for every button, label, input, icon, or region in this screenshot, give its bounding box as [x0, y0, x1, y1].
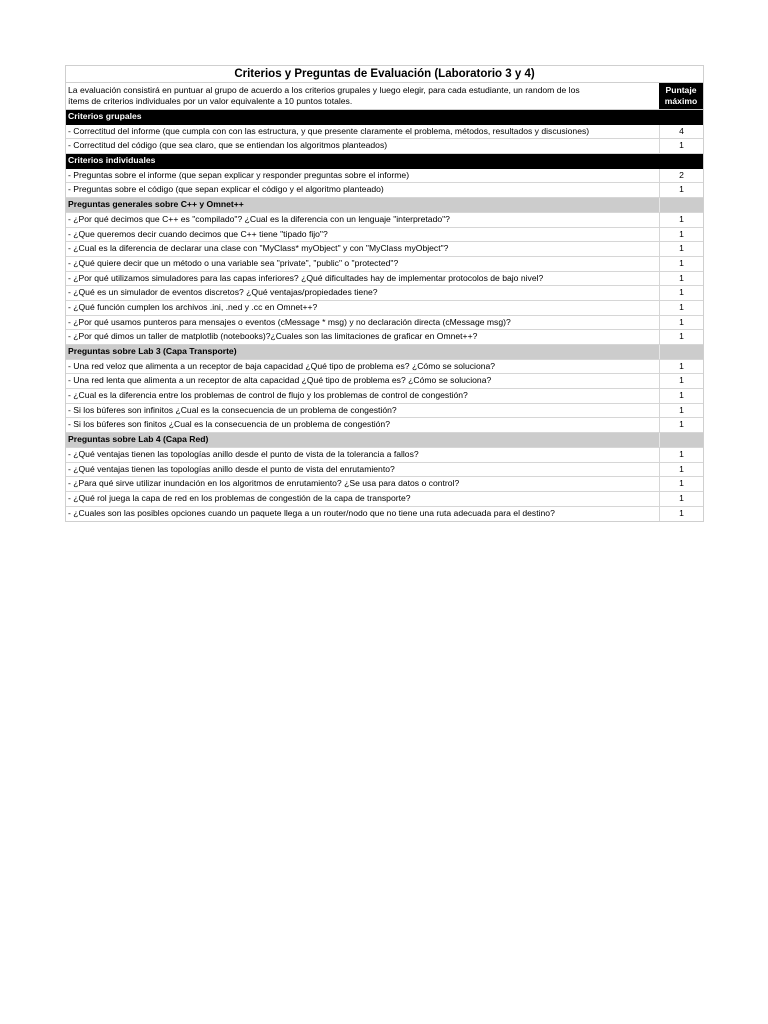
- section-title: Criterios grupales: [68, 111, 142, 121]
- criterion-score: 1: [679, 287, 684, 298]
- criterion-text: - ¿Qué es un simulador de eventos discretos? ¿Qué ventajas/propiedades tiene?: [66, 286, 660, 300]
- criteria-table: [66, 110, 703, 521]
- table-row: [66, 404, 703, 419]
- table-row: [66, 330, 703, 345]
- table-row: [66, 286, 703, 301]
- table-row: [66, 507, 703, 522]
- criterion-text: - ¿Que queremos decir cuando decimos que C++ tiene "tipado fijo"?: [66, 228, 660, 242]
- criterion-score: 1: [679, 257, 684, 268]
- section-title: Preguntas sobre Lab 3 (Capa Transporte): [66, 345, 660, 359]
- criterion-text: - Si los búferes son finitos ¿Cual es la consecuencia de un problema de congestión?: [66, 418, 660, 432]
- intro-text: [66, 83, 659, 109]
- section-title: Preguntas sobre Lab 4 (Capa Red): [66, 433, 660, 447]
- table-row: [66, 463, 703, 478]
- criterion-text: - ¿Por qué dimos un taller de matplotlib (notebooks)?¿Cuales son las limitaciones de graficar en Omnet++?: [66, 330, 660, 344]
- evaluation-sheet: [65, 65, 704, 522]
- table-row: [66, 374, 703, 389]
- criterion-score: 1: [679, 404, 684, 415]
- criterion-score: 1: [679, 228, 684, 239]
- criterion-score: 1: [679, 184, 684, 195]
- criterion-score: 1: [679, 316, 684, 327]
- table-row: [66, 448, 703, 463]
- intro-line-1: La evaluación consistirá en puntuar al grupo de acuerdo a los criterios grupales y luego elegir, para cada estudiante, un random de los: [68, 85, 580, 95]
- criterion-score: 1: [679, 140, 684, 151]
- criterion-score: 2: [679, 169, 684, 180]
- criterion-score: 1: [679, 463, 684, 474]
- criterion-text: - Una red veloz que alimenta a un receptor de baja capacidad ¿Qué tipo de problema es? ¿Cómo se soluciona?: [66, 360, 660, 374]
- criterion-text: - ¿Por qué decimos que C++ es "compilado"? ¿Cual es la diferencia con un lenguaje "interpretado"?: [66, 213, 660, 227]
- criterion-score: 1: [679, 492, 684, 503]
- criterion-score: [660, 433, 703, 447]
- criterion-text: - Correctitud del informe (que cumpla con con las estructura, y que presente claramente el problema, métodos, resultados y discusiones): [66, 125, 660, 139]
- criterion-score: [660, 154, 703, 168]
- section-title: Preguntas generales sobre C++ y Omnet++: [66, 198, 660, 212]
- criterion-score: 1: [679, 213, 684, 224]
- criterion-text: - ¿Para qué sirve utilizar inundación en los algoritmos de enrutamiento? ¿Se usa para datos o control?: [66, 477, 660, 491]
- table-row: [66, 183, 703, 198]
- criterion-text: - Una red lenta que alimenta a un receptor de alta capacidad ¿Qué tipo de problema es? ¿Cómo se soluciona?: [66, 374, 660, 388]
- criterion-score: 1: [679, 360, 684, 371]
- criterion-text: - ¿Por qué usamos punteros para mensajes o eventos (cMessage * msg) y no declaración directa (cMessage msg)?: [66, 316, 660, 330]
- table-row: [66, 139, 703, 154]
- intro-line-2: ítems de criterios individuales por un valor equivalente a 10 puntos totales.: [68, 95, 353, 106]
- table-row: [66, 228, 703, 243]
- table-row: [66, 125, 703, 140]
- table-row: [66, 301, 703, 316]
- section-header: [66, 154, 703, 169]
- table-row: [66, 477, 703, 492]
- criterion-score: 1: [679, 390, 684, 401]
- criterion-score: 1: [679, 507, 684, 518]
- criterion-score: 1: [679, 331, 684, 342]
- criterion-text: - Preguntas sobre el código (que sepan explicar el código y el algoritmo planteado): [66, 183, 660, 197]
- table-row: [66, 257, 703, 272]
- criterion-score: 1: [679, 448, 684, 459]
- criterion-text: - ¿Cuales son las posibles opciones cuando un paquete llega a un router/nodo que no tiene una ruta adecuada para el destino?: [66, 507, 660, 522]
- criterion-score: 1: [679, 375, 684, 386]
- criterion-text: - ¿Qué rol juega la capa de red en los problemas de congestión de la capa de transporte?: [66, 492, 660, 506]
- intro-row: [66, 83, 703, 110]
- section-header: [66, 110, 703, 125]
- criterion-text: - ¿Cual es la diferencia de declarar una clase con "MyClass* myObject" y con "MyClass myObject"?: [66, 242, 660, 256]
- sheet-title: Criterios y Preguntas de Evaluación (Laboratorio 3 y 4): [66, 66, 703, 83]
- criterion-text: - ¿Qué función cumplen los archivos .ini, .ned y .cc en Omnet++?: [66, 301, 660, 315]
- table-row: [66, 213, 703, 228]
- criterion-text: - ¿Qué quiere decir que un método o una variable sea "private", "public" o "protected"?: [66, 257, 660, 271]
- section-header: [66, 198, 703, 213]
- criterion-score: 1: [679, 301, 684, 312]
- criterion-score: 1: [679, 272, 684, 283]
- score-header-line-2: máximo: [664, 95, 698, 106]
- table-row: [66, 360, 703, 375]
- section-header: [66, 433, 703, 448]
- criterion-text: - ¿Qué ventajas tienen las topologías anillo desde el punto de vista de la tolerancia a fallos?: [66, 448, 660, 462]
- criterion-text: - ¿Cual es la diferencia entre los problemas de control de flujo y los problemas de control de congestión?: [66, 389, 660, 403]
- table-row: [66, 316, 703, 331]
- criterion-text: - ¿Por qué utilizamos simuladores para las capas inferiores? ¿Qué dificultades hay de implementar protocolos de bajo nivel?: [66, 272, 660, 286]
- criterion-score: 1: [679, 478, 684, 489]
- section-title: Criterios individuales: [68, 155, 156, 166]
- table-row: [66, 242, 703, 257]
- criterion-score: 1: [679, 419, 684, 430]
- table-row: [66, 169, 703, 184]
- criterion-text: - Correctitud del código (que sea claro, que se entiendan los algoritmos planteados): [66, 139, 660, 153]
- criterion-text: - Preguntas sobre el informe (que sepan explicar y responder preguntas sobre el informe): [66, 169, 660, 183]
- table-row: [66, 418, 703, 433]
- table-row: [66, 272, 703, 287]
- section-header: [66, 345, 703, 360]
- criterion-score: [660, 345, 703, 359]
- score-column-header: [659, 83, 703, 109]
- criterion-score: 4: [679, 125, 684, 136]
- criterion-text: - Si los búferes son infinitos ¿Cual es la consecuencia de un problema de congestión?: [66, 404, 660, 418]
- criterion-score: 1: [679, 243, 684, 254]
- criterion-text: - ¿Qué ventajas tienen las topologías anillo desde el punto de vista del enrutamiento?: [66, 463, 660, 477]
- criterion-score: [660, 110, 703, 124]
- table-row: [66, 492, 703, 507]
- criterion-score: [660, 198, 703, 212]
- table-row: [66, 389, 703, 404]
- score-header-line-1: Puntaje: [665, 85, 697, 95]
